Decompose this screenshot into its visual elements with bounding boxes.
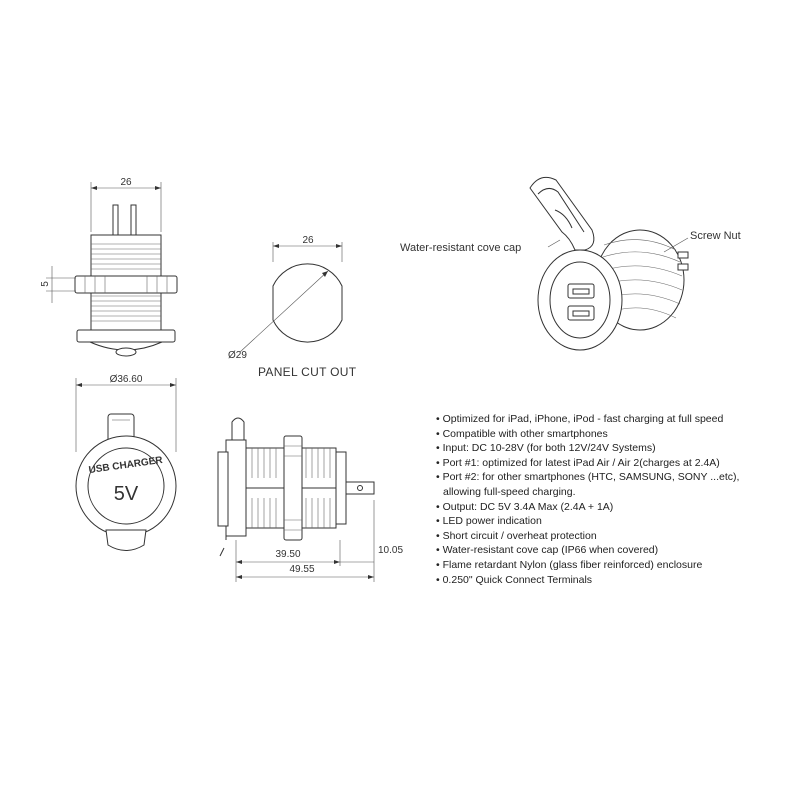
panel-cutout — [228, 235, 357, 379]
spec-item: • Compatible with other smartphones — [436, 427, 608, 440]
cove-cap-callout: Water-resistant cove cap — [400, 242, 522, 254]
cutout-diameter-dimension: Ø29 — [228, 350, 247, 361]
side-width-dimension: 26 — [120, 177, 132, 188]
screw-nut-callout: Screw Nut — [690, 230, 741, 242]
front-5v-text: 5V — [113, 483, 139, 505]
spec-item: • Output: DC 5V 3.4A Max (2.4A + 1A) — [436, 500, 614, 513]
perspective-view — [400, 177, 741, 350]
cutout-width-dimension: 26 — [302, 235, 314, 246]
spec-item: • Flame retardant Nylon (glass fiber reinforced) enclosure — [436, 558, 703, 571]
terminal-length-dimension: 10.05 — [378, 545, 404, 556]
section-view — [218, 418, 403, 582]
spec-item: • Input: DC 10-28V (for both 12V/24V Systems) — [436, 442, 656, 455]
side-view — [40, 177, 177, 356]
panel-cutout-caption: PANEL CUT OUT — [258, 365, 357, 379]
body-length-dimension: 39.50 — [275, 549, 301, 560]
front-view — [76, 374, 176, 551]
spec-item: allowing full-speed charging. — [443, 485, 576, 498]
front-diameter-dimension: Ø36.60 — [109, 374, 143, 385]
side-height-dimension: 5 — [40, 281, 51, 287]
spec-item: • Port #1: optimized for latest iPad Air / Air 2(charges at 2.4A) — [436, 456, 720, 469]
spec-item: • Water-resistant cove cap (IP66 when covered) — [436, 544, 659, 557]
spec-list — [436, 412, 786, 587]
front-usb-charger-text: USB CHARGER — [88, 454, 164, 477]
spec-item: • Short circuit / overheat protection — [436, 529, 597, 542]
total-length-dimension: 49.55 — [289, 564, 315, 575]
spec-item: • Optimized for iPad, iPhone, iPod - fast charging at full speed — [436, 413, 724, 425]
spec-item: • LED power indication — [436, 515, 542, 528]
spec-item: • 0.250" Quick Connect Terminals — [436, 573, 593, 586]
spec-item: • Port #2: for other smartphones (HTC, SAMSUNG, SONY ...etc), — [436, 471, 740, 484]
